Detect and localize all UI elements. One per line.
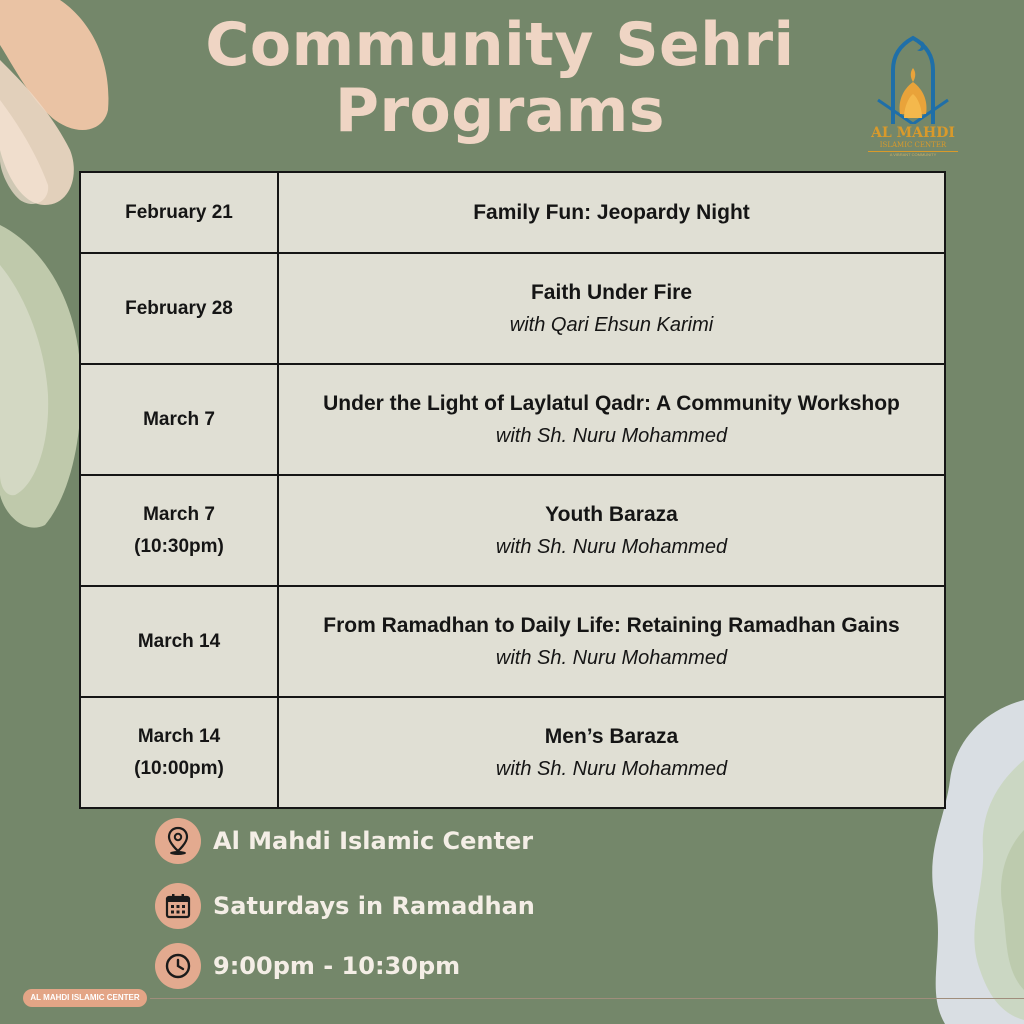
date-cell xyxy=(80,475,278,586)
date-text: February 28 xyxy=(125,297,233,319)
event-speaker: with Sh. Nuru Mohammed xyxy=(495,424,728,447)
al-mahdi-logo xyxy=(868,32,958,158)
date-text: February 21 xyxy=(125,201,233,223)
date-text: March 14 xyxy=(137,725,221,747)
info-location xyxy=(155,818,533,864)
event-title: Men’s Baraza xyxy=(544,724,679,748)
program-schedule-table xyxy=(79,171,946,809)
table-row xyxy=(80,172,945,253)
days-text: Saturdays in Ramadhan xyxy=(213,892,535,920)
logo-subtitle: ISLAMIC CENTER xyxy=(868,141,958,152)
event-title: Youth Baraza xyxy=(545,502,678,526)
info-days xyxy=(155,883,535,929)
title-line-2: Programs xyxy=(334,76,666,146)
table-row xyxy=(80,364,945,475)
logo-name: AL MAHDI xyxy=(871,125,955,141)
date-time-text: (10:00pm) xyxy=(134,757,224,779)
event-title: Family Fun: Jeopardy Night xyxy=(473,200,750,224)
event-title: Faith Under Fire xyxy=(530,280,693,304)
table-row xyxy=(80,697,945,808)
date-text: March 7 xyxy=(143,408,215,430)
date-cell xyxy=(80,586,278,697)
event-title: From Ramadhan to Daily Life: Retaining Ramadhan Gains xyxy=(323,613,900,637)
location-text: Al Mahdi Islamic Center xyxy=(213,827,534,855)
table-row xyxy=(80,586,945,697)
time-text: 9:00pm - 10:30pm xyxy=(213,952,461,980)
date-cell xyxy=(80,172,278,253)
date-cell xyxy=(80,253,278,364)
footer-badge: AL MAHDI ISLAMIC CENTER xyxy=(23,989,147,1007)
brush-stroke-left xyxy=(0,225,90,530)
title-line-1: Community Sehri xyxy=(205,10,795,80)
page-title xyxy=(150,12,850,144)
calendar-icon xyxy=(155,883,201,929)
event-speaker: with Sh. Nuru Mohammed xyxy=(495,646,728,669)
logo-tagline: A VIBRANT COMMUNITY xyxy=(889,152,937,157)
date-cell xyxy=(80,697,278,808)
date-cell xyxy=(80,364,278,475)
event-cell xyxy=(278,364,945,475)
event-speaker: with Qari Ehsun Karimi xyxy=(509,313,714,336)
event-title: Under the Light of Laylatul Qadr: A Community Workshop xyxy=(323,391,900,415)
map-pin-icon xyxy=(155,818,201,864)
footer-divider xyxy=(150,998,1024,999)
event-cell xyxy=(278,475,945,586)
clock-icon xyxy=(155,943,201,989)
mosque-dome-icon xyxy=(868,32,958,124)
date-text: March 7 xyxy=(143,503,215,525)
date-text: March 14 xyxy=(137,630,221,652)
event-cell xyxy=(278,586,945,697)
event-speaker: with Sh. Nuru Mohammed xyxy=(495,757,728,780)
table-row xyxy=(80,475,945,586)
event-speaker: with Sh. Nuru Mohammed xyxy=(495,535,728,558)
event-cell xyxy=(278,172,945,253)
info-time xyxy=(155,943,460,989)
date-time-text: (10:30pm) xyxy=(134,535,224,557)
event-cell xyxy=(278,253,945,364)
table-row xyxy=(80,253,945,364)
event-cell xyxy=(278,697,945,808)
